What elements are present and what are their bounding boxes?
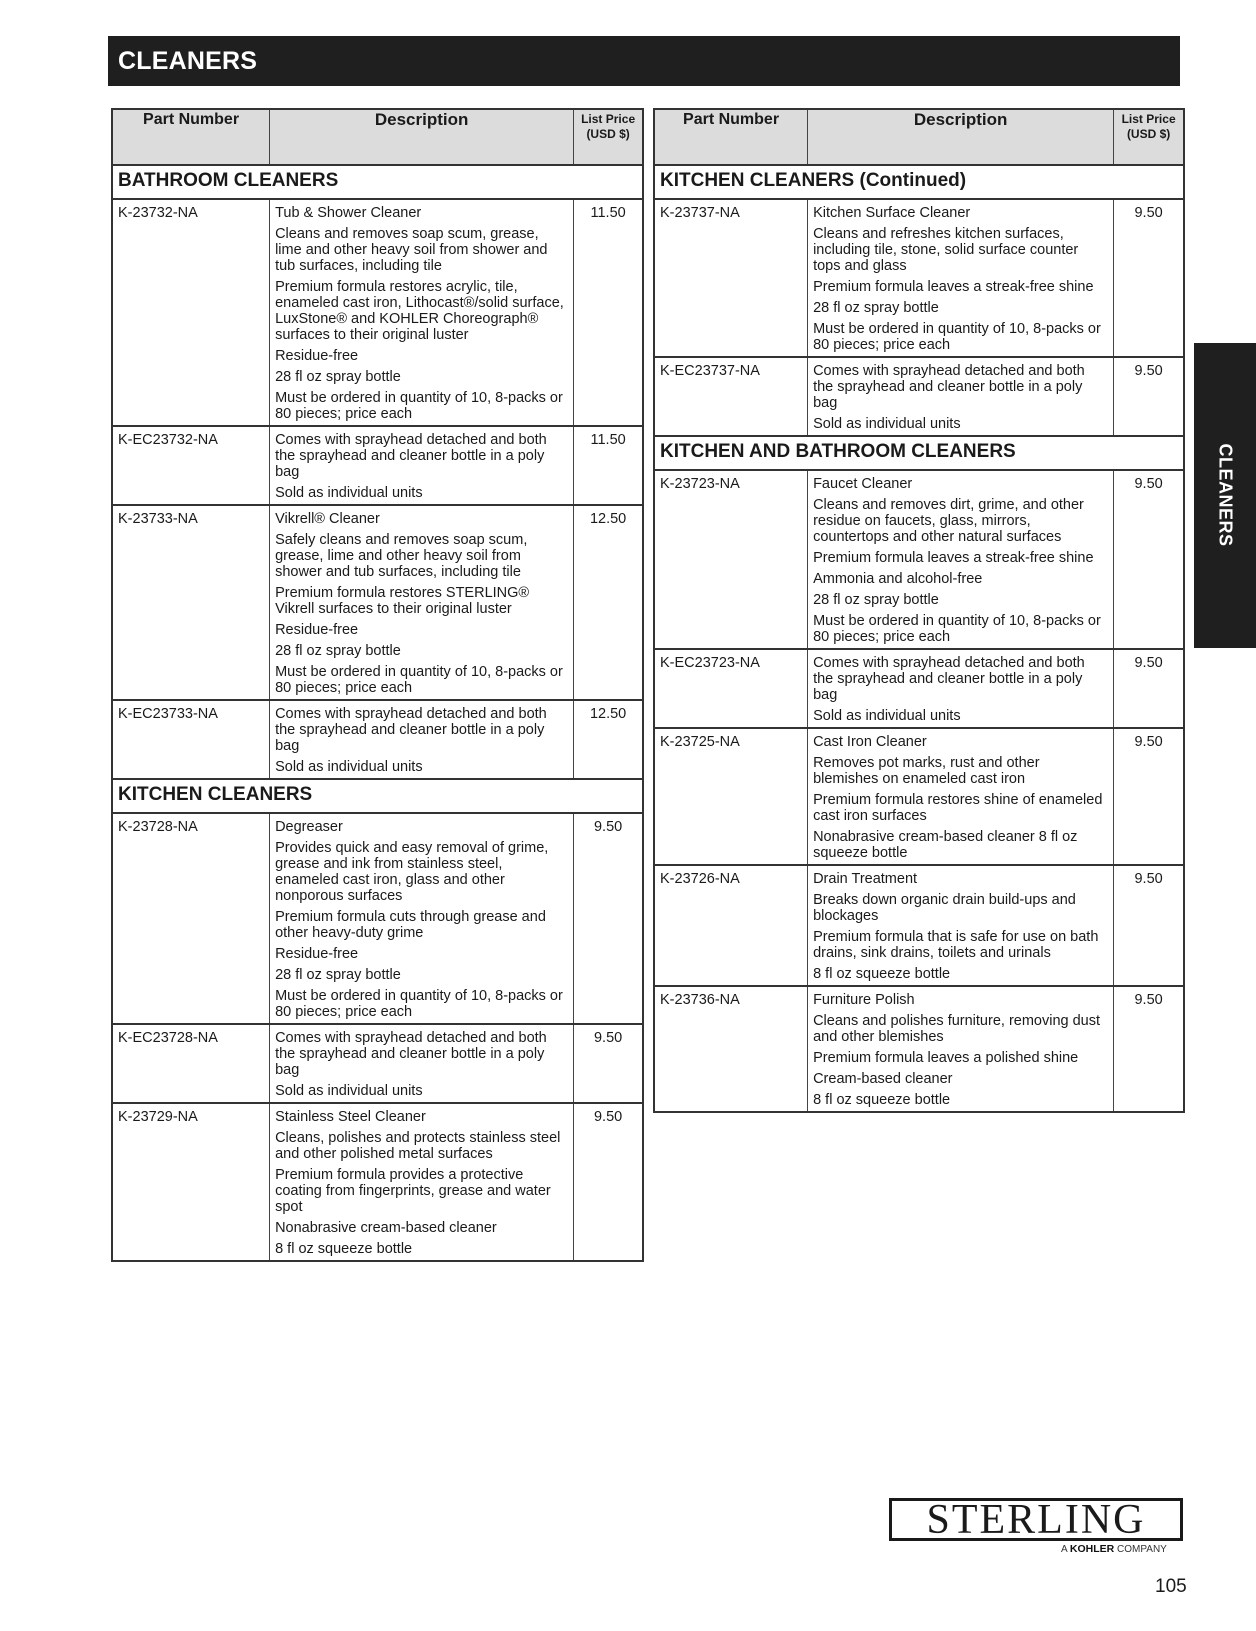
- description-line: Sold as individual units: [275, 759, 423, 775]
- section-heading-row: [112, 779, 643, 813]
- table-header-row: [654, 109, 1184, 165]
- table-body: [654, 165, 1184, 1112]
- list-price: 11.50: [574, 426, 643, 505]
- description-line: Comes with sprayhead detached and both the sprayhead and cleaner bottle in a poly bag: [813, 655, 1085, 703]
- part-number: K-EC23737-NA: [654, 357, 808, 436]
- description: [808, 199, 1114, 357]
- description-line: Premium formula cuts through grease and other heavy-duty grime: [275, 909, 546, 941]
- description: [808, 649, 1114, 728]
- part-number: K-23728-NA: [112, 813, 270, 1024]
- description-line: Tub & Shower Cleaner: [275, 205, 422, 221]
- part-number: K-23729-NA: [112, 1103, 270, 1261]
- description: [808, 986, 1114, 1112]
- description: [270, 813, 574, 1024]
- table-row: [112, 505, 643, 700]
- description-line: Stainless Steel Cleaner: [275, 1109, 426, 1125]
- page-title: CLEANERS: [108, 36, 1180, 86]
- description: [808, 357, 1114, 436]
- part-number: K-23733-NA: [112, 505, 270, 700]
- description: [270, 426, 574, 505]
- description: [270, 1103, 574, 1261]
- description-line: Cleans and removes soap scum, grease, lime and other heavy soil from shower and tub surfaces, including tile: [275, 226, 548, 274]
- tagline-parent: KOHLER: [1069, 1543, 1115, 1555]
- table-row: [654, 986, 1184, 1112]
- description-line: Cleans and polishes furniture, removing dust and other blemishes: [813, 1013, 1101, 1045]
- column-header-description: Description: [808, 109, 1114, 165]
- description-line: Furniture Polish: [813, 992, 915, 1008]
- description-line: Cleans and removes dirt, grime, and other residue on faucets, glass, mirrors, countertops and other natural surfaces: [813, 497, 1084, 545]
- description-line: Sold as individual units: [275, 485, 423, 501]
- description-line: Premium formula that is safe for use on bath drains, sink drains, toilets and urinals: [813, 929, 1099, 961]
- description-line: Faucet Cleaner: [813, 476, 913, 492]
- list-price: 9.50: [1114, 357, 1184, 436]
- description-line: Vikrell® Cleaner: [275, 511, 380, 527]
- table-body: [112, 165, 643, 1261]
- description: [270, 700, 574, 779]
- description-line: Premium formula leaves a streak-free shine: [813, 279, 1094, 295]
- table-row: [654, 865, 1184, 986]
- section-heading-row: [654, 436, 1184, 470]
- list-price: 12.50: [574, 505, 643, 700]
- description: [808, 470, 1114, 649]
- list-price: 9.50: [574, 813, 643, 1024]
- description-line: 8 fl oz squeeze bottle: [813, 1092, 951, 1108]
- table-row: [112, 813, 643, 1024]
- description-line: Premium formula leaves a streak-free shine: [813, 550, 1094, 566]
- table-row: [112, 700, 643, 779]
- description-line: Sold as individual units: [813, 708, 961, 724]
- list-price: 9.50: [1114, 470, 1184, 649]
- tagline-suffix: COMPANY: [1117, 1544, 1167, 1555]
- description: [808, 865, 1114, 986]
- description: [270, 1024, 574, 1103]
- description-line: Must be ordered in quantity of 10, 8-packs or 80 pieces; price each: [275, 988, 563, 1020]
- description-line: Cleans and refreshes kitchen surfaces, including tile, stone, solid surface counter tops and glass: [813, 226, 1079, 274]
- page-number: 105: [1155, 1576, 1187, 1597]
- table-header-row: [112, 109, 643, 165]
- description-line: Residue-free: [275, 946, 359, 962]
- description-line: Premium formula leaves a polished shine: [813, 1050, 1079, 1066]
- description: [270, 199, 574, 426]
- list-price: 9.50: [1114, 865, 1184, 986]
- description-line: Drain Treatment: [813, 871, 918, 887]
- list-price: 9.50: [574, 1024, 643, 1103]
- kohler-company-tagline: [1061, 1543, 1167, 1555]
- column-header-list-price: List Price (USD $): [574, 109, 643, 165]
- description-line: Comes with sprayhead detached and both the sprayhead and cleaner bottle in a poly bag: [813, 363, 1085, 411]
- description-line: Must be ordered in quantity of 10, 8-packs or 80 pieces; price each: [275, 390, 563, 422]
- description-line: 28 fl oz spray bottle: [813, 300, 939, 316]
- section-heading: KITCHEN CLEANERS (Continued): [654, 165, 1184, 199]
- column-header-part-number: Part Number: [654, 109, 808, 165]
- description-line: Residue-free: [275, 622, 359, 638]
- list-price: 9.50: [1114, 649, 1184, 728]
- description: [808, 728, 1114, 865]
- part-number: K-EC23728-NA: [112, 1024, 270, 1103]
- section-heading-row: [112, 165, 643, 199]
- description-line: Cleans, polishes and protects stainless steel and other polished metal surfaces: [275, 1130, 561, 1162]
- part-number: K-EC23723-NA: [654, 649, 808, 728]
- list-price: 9.50: [574, 1103, 643, 1261]
- description-line: Provides quick and easy removal of grime, grease and ink from stainless steel, enameled cast iron, glass and other nonporous surfaces: [275, 840, 549, 904]
- description-line: Cream-based cleaner: [813, 1071, 953, 1087]
- description-line: Kitchen Surface Cleaner: [813, 205, 971, 221]
- description-line: 28 fl oz spray bottle: [275, 369, 401, 385]
- list-price: 12.50: [574, 700, 643, 779]
- description-line: Sold as individual units: [275, 1083, 423, 1099]
- part-number: K-EC23732-NA: [112, 426, 270, 505]
- table-row: [654, 728, 1184, 865]
- description-line: 28 fl oz spray bottle: [275, 643, 401, 659]
- description-line: Nonabrasive cream-based cleaner 8 fl oz squeeze bottle: [813, 829, 1078, 861]
- description-line: Residue-free: [275, 348, 359, 364]
- part-number: K-23725-NA: [654, 728, 808, 865]
- sterling-logo: STERLING: [889, 1498, 1183, 1541]
- description-line: Premium formula restores shine of enameled cast iron surfaces: [813, 792, 1103, 824]
- description-line: Must be ordered in quantity of 10, 8-packs or 80 pieces; price each: [813, 321, 1101, 353]
- part-number: K-EC23733-NA: [112, 700, 270, 779]
- price-table-left: [111, 108, 644, 1262]
- part-number: K-23732-NA: [112, 199, 270, 426]
- section-heading: BATHROOM CLEANERS: [112, 165, 643, 199]
- side-tab-label: CLEANERS: [1215, 443, 1236, 547]
- description-line: Premium formula restores acrylic, tile, enameled cast iron, Lithocast®/solid surface, LuxStone® and KOHLER Choreograph® surfaces to their original luster: [275, 279, 564, 343]
- table-row: [654, 649, 1184, 728]
- description-line: Comes with sprayhead detached and both the sprayhead and cleaner bottle in a poly bag: [275, 1030, 547, 1078]
- description-line: 28 fl oz spray bottle: [813, 592, 939, 608]
- description-line: 8 fl oz squeeze bottle: [275, 1241, 413, 1257]
- table-row: [112, 1103, 643, 1261]
- table-row: [112, 426, 643, 505]
- description-line: Premium formula restores STERLING® Vikrell surfaces to their original luster: [275, 585, 530, 617]
- description-line: Breaks down organic drain build-ups and blockages: [813, 892, 1076, 924]
- table-row: [654, 199, 1184, 357]
- description-line: 8 fl oz squeeze bottle: [813, 966, 951, 982]
- part-number: K-23726-NA: [654, 865, 808, 986]
- section-heading: KITCHEN CLEANERS: [112, 779, 643, 813]
- description-line: Comes with sprayhead detached and both the sprayhead and cleaner bottle in a poly bag: [275, 432, 547, 480]
- part-number: K-23737-NA: [654, 199, 808, 357]
- description-line: Safely cleans and removes soap scum, grease, lime and other heavy soil from shower and tub surfaces, including tile: [275, 532, 528, 580]
- description-line: Comes with sprayhead detached and both the sprayhead and cleaner bottle in a poly bag: [275, 706, 547, 754]
- part-number: K-23723-NA: [654, 470, 808, 649]
- list-price: 9.50: [1114, 986, 1184, 1112]
- table-row: [654, 357, 1184, 436]
- tagline-prefix: A: [1061, 1544, 1068, 1555]
- part-number: K-23736-NA: [654, 986, 808, 1112]
- table-row: [112, 1024, 643, 1103]
- description-line: Cast Iron Cleaner: [813, 734, 927, 750]
- price-table-right: [653, 108, 1185, 1113]
- section-heading: KITCHEN AND BATHROOM CLEANERS: [654, 436, 1184, 470]
- description: [270, 505, 574, 700]
- description-line: Sold as individual units: [813, 416, 961, 432]
- column-header-description: Description: [270, 109, 574, 165]
- table-row: [654, 470, 1184, 649]
- column-header-list-price: List Price (USD $): [1114, 109, 1184, 165]
- list-price: 9.50: [1114, 728, 1184, 865]
- description-line: Must be ordered in quantity of 10, 8-packs or 80 pieces; price each: [813, 613, 1101, 645]
- list-price: 9.50: [1114, 199, 1184, 357]
- description-line: Nonabrasive cream-based cleaner: [275, 1220, 497, 1236]
- description-line: Degreaser: [275, 819, 343, 835]
- column-header-part-number: Part Number: [112, 109, 270, 165]
- list-price: 11.50: [574, 199, 643, 426]
- table-row: [112, 199, 643, 426]
- section-side-tab: [1194, 343, 1256, 648]
- description-line: Removes pot marks, rust and other blemishes on enameled cast iron: [813, 755, 1040, 787]
- section-heading-row: [654, 165, 1184, 199]
- description-line: Premium formula provides a protective coating from fingerprints, grease and water spot: [275, 1167, 551, 1215]
- description-line: Must be ordered in quantity of 10, 8-packs or 80 pieces; price each: [275, 664, 563, 696]
- description-line: Ammonia and alcohol-free: [813, 571, 983, 587]
- description-line: 28 fl oz spray bottle: [275, 967, 401, 983]
